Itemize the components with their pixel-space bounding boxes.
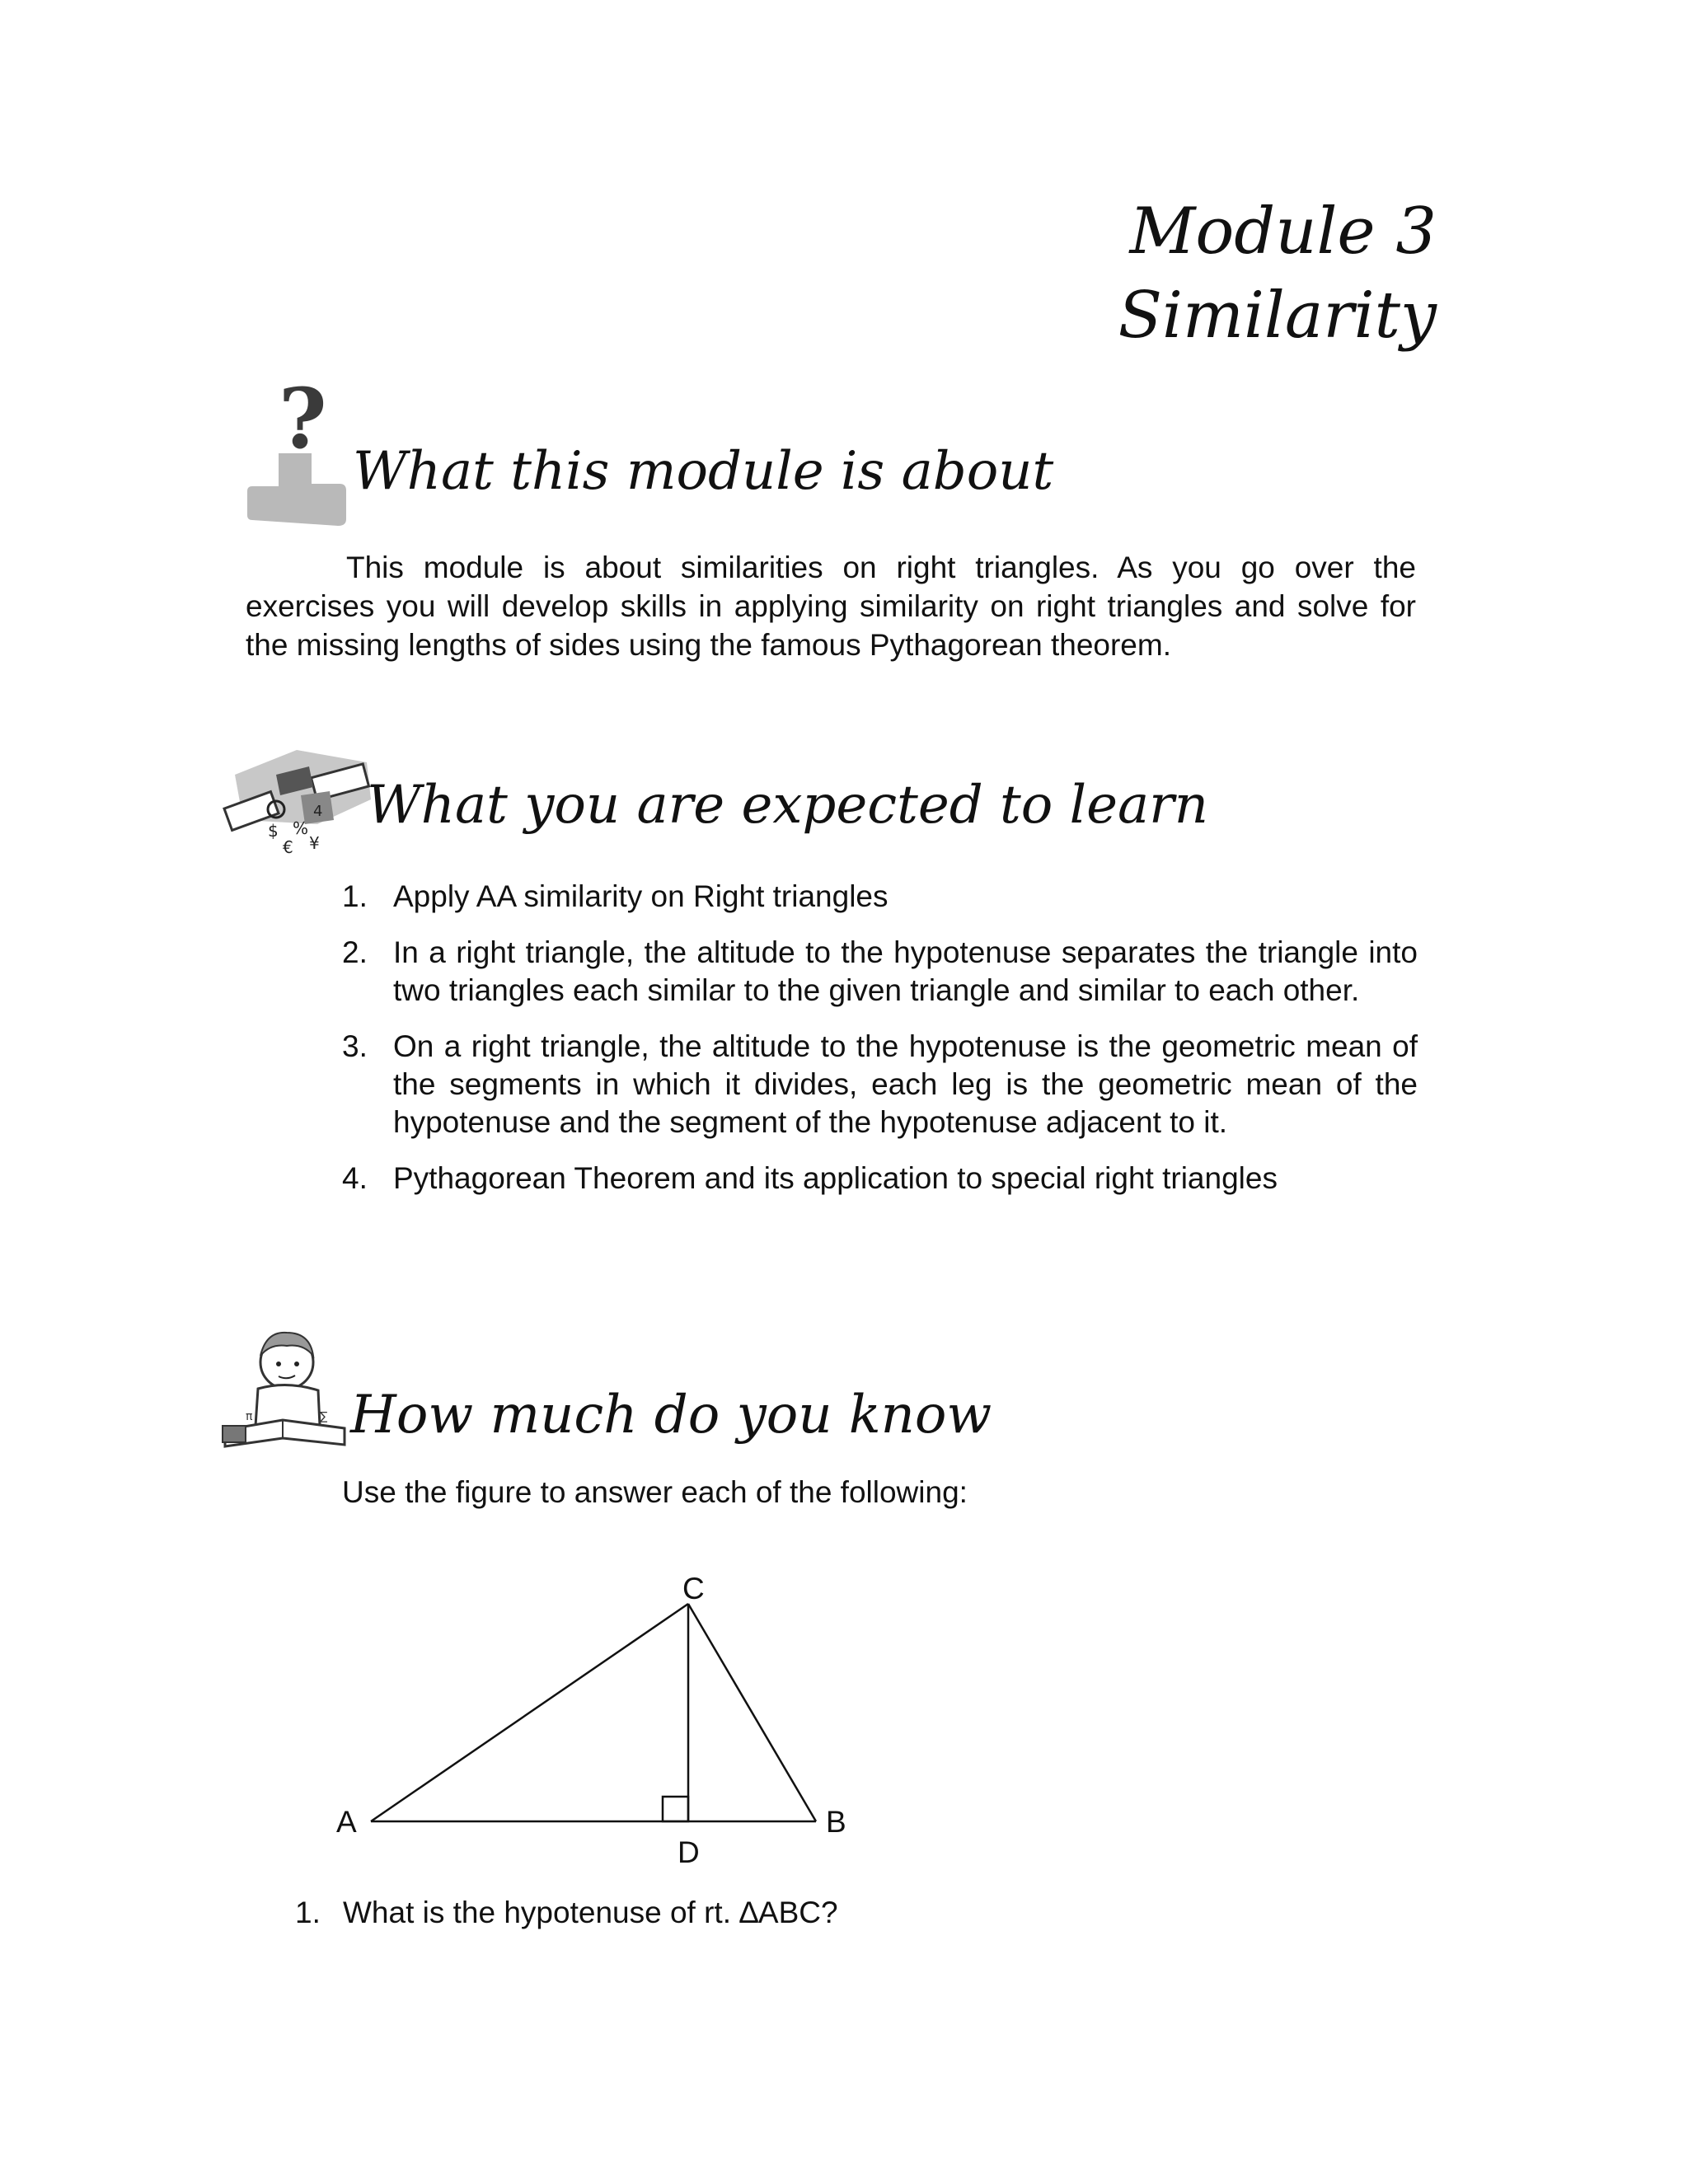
list-item <box>342 934 1418 1010</box>
money-hands-icon <box>218 742 375 869</box>
svg-text:?: ? <box>279 375 327 467</box>
svg-text:4: 4 <box>313 803 323 820</box>
studying-boy-icon <box>221 1323 353 1459</box>
point-label-d: D <box>678 1835 700 1869</box>
svg-text:$: $ <box>268 821 279 841</box>
svg-text:€: € <box>283 837 293 857</box>
list-item-text: Apply AA similarity on Right triangles <box>393 879 889 913</box>
list-item-text: In a right triangle, the altitude to the hypotenuse separates the triangle into two triangles each similar to the given triangle and similar to each other. <box>393 935 1418 1007</box>
module-label: Module 3 <box>1129 194 1437 269</box>
module-name: Similarity <box>1118 279 1437 353</box>
module-title <box>1118 190 1437 358</box>
list-item-number: 2. <box>342 935 368 969</box>
about-paragraph <box>246 548 1416 664</box>
svg-text:π: π <box>246 1410 253 1423</box>
side-ac <box>371 1604 688 1821</box>
triangle-figure <box>321 1558 898 1875</box>
svg-text:¥: ¥ <box>309 833 320 853</box>
vertex-label-c: C <box>682 1572 705 1605</box>
list-item <box>342 878 1418 916</box>
know-heading: How much do you know <box>350 1385 992 1446</box>
question-text: What is the hypotenuse of rt. ∆ABC? <box>343 1896 838 1929</box>
list-item <box>342 1160 1418 1197</box>
question-item <box>295 1896 838 1930</box>
about-paragraph-text: This module is about similarities on right triangles. As you go over the exercises you will develop skills in applying similarity on right triangles and solve for the missing lengths of sides using the famous Pythagorean theorem. <box>246 551 1416 662</box>
list-item-number: 3. <box>342 1029 368 1063</box>
list-item-number: 1. <box>342 879 368 913</box>
vertex-label-a: A <box>336 1805 357 1839</box>
list-item <box>342 1028 1418 1141</box>
learn-heading: What you are expected to learn <box>367 775 1208 836</box>
question-number: 1. <box>295 1896 321 1929</box>
side-cb <box>688 1604 816 1821</box>
list-item-text: Pythagorean Theorem and its application to special right triangles <box>393 1161 1278 1195</box>
objectives-list <box>342 878 1418 1216</box>
instruction-text: Use the figure to answer each of the following: <box>342 1475 968 1509</box>
vertex-label-b: B <box>826 1805 846 1839</box>
about-heading: What this module is about <box>353 441 1054 502</box>
question-mark-icon <box>246 375 353 532</box>
list-item-number: 4. <box>342 1161 368 1195</box>
svg-text:∑: ∑ <box>320 1410 328 1423</box>
list-item-text: On a right triangle, the altitude to the hypotenuse is the geometric mean of the segments in which it divides, each leg is the geometric mean of the hypotenuse and the segment of the hypotenuse adjacent to it. <box>393 1029 1418 1139</box>
right-angle-marker <box>663 1797 688 1821</box>
svg-text:%: % <box>293 818 309 838</box>
